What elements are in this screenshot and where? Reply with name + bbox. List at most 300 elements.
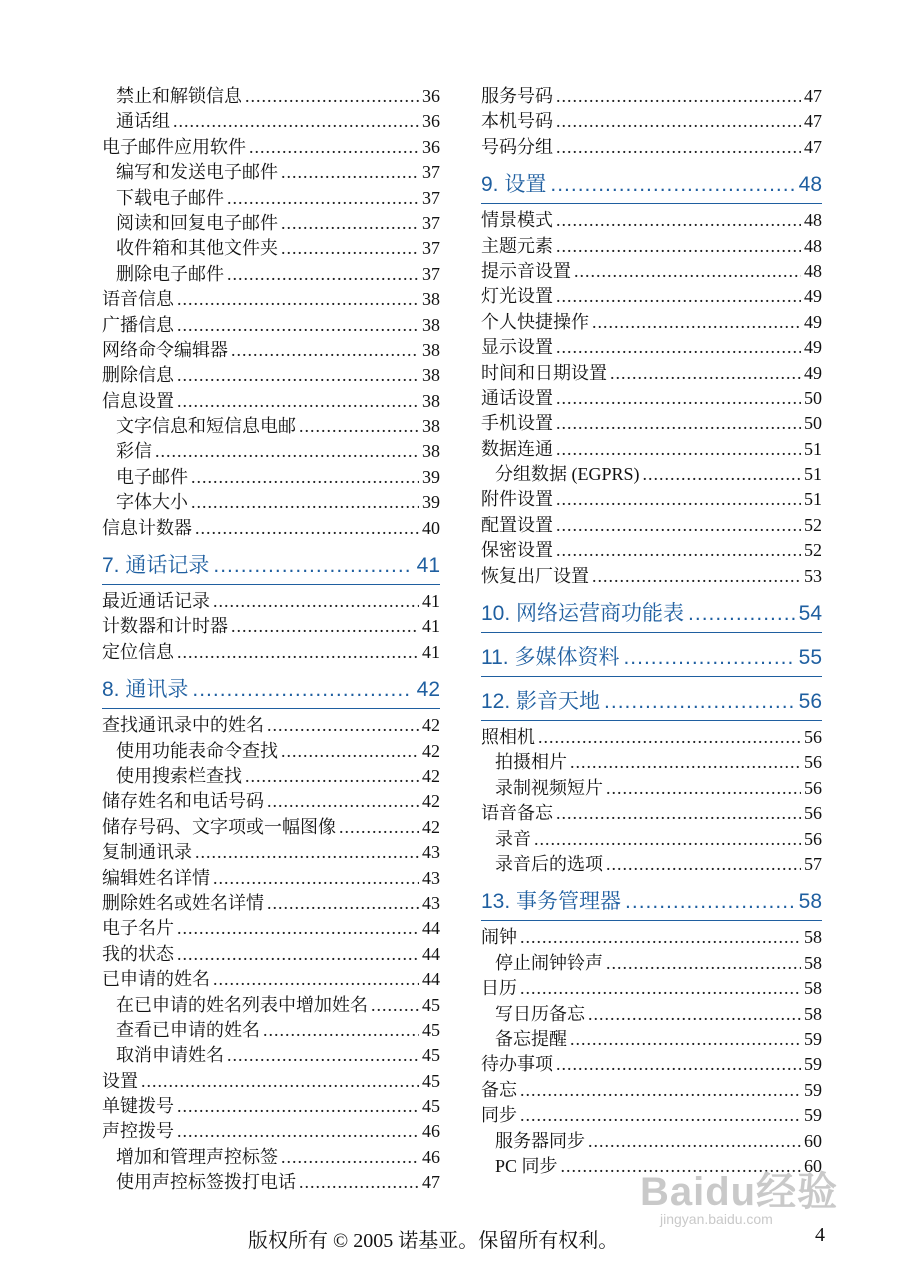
toc-entry[interactable] (481, 386, 822, 411)
toc-subentry[interactable] (102, 211, 440, 236)
toc-subentry[interactable] (102, 1018, 440, 1043)
toc-entry[interactable] (102, 313, 440, 338)
entry-title: 信息计数器 (102, 517, 192, 538)
dot-leader (556, 109, 801, 134)
page-ref: 54 (798, 602, 822, 626)
page-ref: 49 (804, 286, 822, 307)
toc-column-right (481, 84, 822, 1179)
dot-leader (231, 338, 419, 363)
dot-leader (281, 739, 419, 764)
entry-title: 语音信息 (102, 289, 174, 310)
toc-entry[interactable] (481, 725, 822, 750)
page-ref: 56 (804, 777, 822, 798)
dot-leader (643, 462, 801, 487)
dot-leader (141, 1069, 419, 1094)
page-ref: 36 (422, 136, 440, 157)
page-ref: 52 (804, 540, 822, 561)
dot-leader (556, 487, 801, 512)
page-ref: 40 (422, 517, 440, 538)
toc-subentry[interactable] (102, 1170, 440, 1195)
entry-title: 情景模式 (481, 210, 553, 231)
entry-title: 拍摄相片 (495, 752, 567, 773)
dot-leader (231, 614, 419, 639)
page-ref: 56 (804, 803, 822, 824)
entry-title: 查看已申请的姓名 (116, 1019, 260, 1040)
entry-title: 储存号码、文字项或一幅图像 (102, 816, 336, 837)
page-ref: 52 (804, 514, 822, 535)
toc-chapter-heading[interactable] (102, 553, 440, 585)
entry-title: 停止闹钟铃声 (495, 952, 603, 973)
entry-title: 照相机 (481, 727, 535, 748)
page-ref: 38 (422, 339, 440, 360)
page-ref: 51 (804, 489, 822, 510)
page-ref: 38 (422, 289, 440, 310)
page-ref: 43 (422, 892, 440, 913)
dot-leader (556, 801, 801, 826)
toc-entry[interactable] (481, 259, 822, 284)
baidu-watermark (640, 1160, 870, 1230)
entry-title: 录制视频短片 (495, 777, 603, 798)
toc-subentry[interactable] (102, 1043, 440, 1068)
watermark-logo: Baidu经验 (640, 1170, 839, 1214)
page-ref: 38 (422, 441, 440, 462)
entry-title: 储存姓名和电话号码 (102, 791, 264, 812)
dot-leader (267, 789, 419, 814)
chapter-title: 8. 通讯录 (102, 678, 189, 702)
page-ref: 59 (804, 1105, 822, 1126)
entry-title: 编写和发送电子邮件 (116, 162, 278, 183)
toc-entry[interactable] (102, 389, 440, 414)
toc-column-left (102, 84, 440, 1196)
chapter-title: 11. 多媒体资料 (481, 646, 620, 670)
entry-title: 号码分组 (481, 136, 553, 157)
page-ref: 38 (422, 365, 440, 386)
dot-leader (623, 645, 794, 671)
entry-title: 禁止和解锁信息 (116, 86, 242, 106)
dot-leader (556, 135, 801, 160)
dot-leader (606, 776, 801, 801)
page-ref: 59 (804, 1079, 822, 1100)
page-ref: 58 (804, 952, 822, 973)
toc-chapter-heading[interactable] (481, 645, 822, 677)
dot-leader (191, 490, 419, 515)
toc-subentry[interactable] (102, 236, 440, 261)
toc-entry[interactable] (481, 411, 822, 436)
toc-entry[interactable] (102, 287, 440, 312)
entry-title: 删除电子邮件 (116, 263, 224, 284)
dot-leader (556, 437, 801, 462)
dot-leader (520, 925, 801, 950)
entry-title: 我的状态 (102, 943, 174, 964)
dot-leader (625, 889, 795, 915)
toc-subentry[interactable] (102, 764, 440, 789)
entry-title: 写日历备忘 (495, 1003, 585, 1024)
entry-title: 删除信息 (102, 365, 174, 386)
page-ref: 47 (804, 111, 822, 132)
toc-entry[interactable] (102, 916, 440, 941)
page-ref: 51 (804, 438, 822, 459)
toc-entry[interactable] (481, 1078, 822, 1103)
toc-subentry[interactable] (481, 750, 822, 775)
entry-title: 恢复出厂设置 (481, 565, 589, 586)
entry-title: 广播信息 (102, 314, 174, 335)
entry-title: 通话设置 (481, 387, 553, 408)
entry-title: 取消申请姓名 (116, 1045, 224, 1066)
page-ref: 41 (422, 591, 440, 612)
toc-subentry[interactable] (102, 465, 440, 490)
entry-title: 网络命令编辑器 (102, 339, 228, 360)
entry-title: 阅读和回复电子邮件 (116, 212, 278, 233)
toc-entry[interactable] (102, 338, 440, 363)
page-ref: 56 (798, 690, 822, 714)
entry-title: 彩信 (116, 441, 152, 462)
page-ref: 56 (804, 828, 822, 849)
entry-title: 手机设置 (481, 413, 553, 434)
toc-chapter-heading[interactable] (481, 889, 822, 921)
page-ref: 45 (422, 1045, 440, 1066)
toc-entry[interactable] (102, 614, 440, 639)
page-ref: 46 (422, 1146, 440, 1167)
dot-leader (281, 1145, 419, 1170)
dot-leader (520, 976, 801, 1001)
page-ref: 46 (422, 1121, 440, 1142)
entry-title: 字体大小 (116, 492, 188, 513)
entry-title: 下载电子邮件 (116, 187, 224, 208)
entry-title: 声控拨号 (102, 1121, 174, 1142)
dot-leader (191, 465, 419, 490)
toc-entry[interactable] (102, 1069, 440, 1094)
page-ref: 44 (422, 918, 440, 939)
page-ref: 37 (422, 263, 440, 284)
toc-entry[interactable] (102, 135, 440, 160)
toc-entry[interactable] (481, 513, 822, 538)
dot-leader (177, 942, 419, 967)
toc-entry[interactable] (481, 135, 822, 160)
dot-leader (213, 967, 419, 992)
toc-chapter-heading[interactable] (481, 689, 822, 721)
dot-leader (556, 284, 801, 309)
dot-leader (556, 335, 801, 360)
page-ref: 59 (804, 1028, 822, 1049)
page-ref: 53 (804, 565, 822, 586)
dot-leader (281, 211, 419, 236)
toc-subentry[interactable] (102, 1145, 440, 1170)
page-ref: 42 (416, 678, 440, 702)
entry-title: 电子邮件 (116, 466, 188, 487)
dot-leader (588, 1002, 801, 1027)
dot-leader (213, 553, 412, 579)
entry-title: 编辑姓名详情 (102, 867, 210, 888)
page-ref: 55 (798, 646, 822, 670)
dot-leader (267, 713, 419, 738)
entry-title: 服务器同步 (495, 1130, 585, 1151)
page-ref: 42 (422, 765, 440, 786)
page-ref: 37 (422, 238, 440, 259)
chapter-title: 13. 事务管理器 (481, 890, 622, 914)
toc-subentry[interactable] (102, 186, 440, 211)
entry-title: 附件设置 (481, 489, 553, 510)
dot-leader (592, 564, 801, 589)
page-ref: 37 (422, 162, 440, 183)
entry-title: 灯光设置 (481, 286, 553, 307)
page-ref: 37 (422, 212, 440, 233)
toc-subentry[interactable] (481, 1002, 822, 1027)
entry-title: PC 同步 (495, 1155, 558, 1176)
page-ref: 58 (798, 890, 822, 914)
toc-entry[interactable] (102, 640, 440, 665)
entry-title: 语音备忘 (481, 803, 553, 824)
toc-chapter-heading[interactable] (102, 677, 440, 709)
entry-title: 分组数据 (EGPRS) (495, 464, 640, 485)
toc-subentry[interactable] (102, 160, 440, 185)
toc-entry[interactable] (481, 437, 822, 462)
dot-leader (227, 262, 419, 287)
dot-leader (610, 361, 801, 386)
toc-subentry[interactable] (481, 462, 822, 487)
toc-entry[interactable] (481, 564, 822, 589)
toc-entry[interactable] (481, 284, 822, 309)
toc-subentry[interactable] (102, 993, 440, 1018)
toc-entry[interactable] (481, 487, 822, 512)
page-ref: 47 (422, 1172, 440, 1193)
toc-entry[interactable] (481, 538, 822, 563)
page-ref: 36 (422, 111, 440, 132)
dot-leader (177, 313, 419, 338)
page-ref: 57 (804, 853, 822, 874)
entry-title: 个人快捷操作 (481, 311, 589, 332)
dot-leader (177, 1119, 419, 1144)
entry-title: 收件箱和其他文件夹 (116, 238, 278, 259)
page-ref: 45 (422, 1096, 440, 1117)
dot-leader (299, 1170, 419, 1195)
dot-leader (556, 513, 801, 538)
dot-leader (227, 186, 419, 211)
dot-leader (604, 689, 795, 715)
toc-subentry[interactable] (102, 439, 440, 464)
toc-subentry[interactable] (102, 414, 440, 439)
dot-leader (606, 852, 801, 877)
toc-subentry[interactable] (102, 490, 440, 515)
toc-entry[interactable] (102, 589, 440, 614)
entry-title: 时间和日期设置 (481, 362, 607, 383)
page-ref: 41 (422, 641, 440, 662)
page-ref: 49 (804, 311, 822, 332)
toc-entry[interactable] (481, 361, 822, 386)
page-ref: 49 (804, 362, 822, 383)
toc-subentry[interactable] (481, 1027, 822, 1052)
toc-entry[interactable] (481, 801, 822, 826)
entry-title: 同步 (481, 1105, 517, 1126)
dot-leader (192, 677, 412, 703)
toc-entry[interactable] (481, 208, 822, 233)
entry-title: 电子邮件应用软件 (102, 136, 246, 157)
dot-leader (570, 750, 801, 775)
page-ref: 39 (422, 466, 440, 487)
toc-entry[interactable] (102, 1094, 440, 1119)
toc-entry[interactable] (102, 1119, 440, 1144)
dot-leader (177, 916, 419, 941)
dot-leader (177, 287, 419, 312)
page-ref: 43 (422, 842, 440, 863)
toc-entry[interactable] (481, 84, 822, 109)
entry-title: 备忘 (481, 1079, 517, 1100)
chapter-title: 9. 设置 (481, 173, 547, 197)
entry-title: 使用搜索栏查找 (116, 765, 242, 786)
chapter-title: 10. 网络运营商功能表 (481, 602, 685, 626)
page-ref: 42 (422, 740, 440, 761)
page-ref: 37 (422, 187, 440, 208)
page-ref: 51 (804, 464, 822, 485)
entry-title: 闹钟 (481, 927, 517, 948)
page-ref: 38 (422, 416, 440, 437)
entry-title: 最近通话记录 (102, 591, 210, 612)
page-ref: 58 (804, 978, 822, 999)
entry-title: 在已申请的姓名列表中增加姓名 (116, 994, 368, 1015)
entry-title: 显示设置 (481, 337, 553, 358)
page-ref: 43 (422, 867, 440, 888)
page-ref: 60 (804, 1155, 822, 1176)
toc-entry[interactable] (102, 363, 440, 388)
dot-leader (556, 208, 801, 233)
toc-chapter-heading[interactable] (481, 172, 822, 204)
dot-leader (281, 160, 419, 185)
dot-leader (371, 993, 419, 1018)
page-ref: 58 (804, 1003, 822, 1024)
page-ref: 38 (422, 314, 440, 335)
dot-leader (227, 1043, 419, 1068)
page-footer (0, 1224, 907, 1250)
toc-subentry[interactable] (481, 1129, 822, 1154)
toc-entry[interactable] (481, 925, 822, 950)
chapter-title: 12. 影音天地 (481, 690, 601, 714)
page-ref: 48 (798, 173, 822, 197)
toc-subentry[interactable] (102, 262, 440, 287)
entry-title: 通话组 (116, 111, 170, 132)
dot-leader (550, 172, 794, 198)
page-ref: 56 (804, 727, 822, 748)
dot-leader (281, 236, 419, 261)
dot-leader (263, 1018, 419, 1043)
toc-entry[interactable] (102, 516, 440, 541)
dot-leader (588, 1129, 801, 1154)
dot-leader (574, 259, 801, 284)
dot-leader (177, 389, 419, 414)
page-ref: 50 (804, 387, 822, 408)
toc-entry[interactable] (102, 866, 440, 891)
page-ref: 47 (804, 136, 822, 157)
page-ref: 41 (416, 554, 440, 578)
entry-title: 文字信息和短信息电邮 (116, 416, 296, 437)
toc-entry[interactable] (102, 713, 440, 738)
page-ref: 39 (422, 492, 440, 513)
entry-title: 录音 (495, 828, 531, 849)
entry-title: 主题元素 (481, 235, 553, 256)
entry-title: 计数器和计时器 (102, 616, 228, 637)
page-ref: 44 (422, 943, 440, 964)
toc-entry[interactable] (102, 840, 440, 865)
toc-subentry[interactable] (102, 739, 440, 764)
toc-entry[interactable] (102, 815, 440, 840)
entry-title: 查找通讯录中的姓名 (102, 715, 264, 736)
dot-leader (570, 1027, 801, 1052)
entry-title: 本机号码 (481, 111, 553, 132)
page-ref: 45 (422, 994, 440, 1015)
dot-leader (556, 234, 801, 259)
toc-entry[interactable] (102, 942, 440, 967)
toc-entry[interactable] (481, 310, 822, 335)
page-ref: 45 (422, 1019, 440, 1040)
dot-leader (606, 951, 801, 976)
toc-entry[interactable] (102, 967, 440, 992)
toc-chapter-heading[interactable] (481, 601, 822, 633)
dot-leader (688, 601, 795, 627)
dot-leader (249, 135, 419, 160)
entry-title: 电子名片 (102, 918, 174, 939)
toc-subentry[interactable] (102, 84, 440, 109)
dot-leader (213, 866, 419, 891)
toc-entry[interactable] (481, 976, 822, 1001)
dot-leader (173, 109, 419, 134)
toc-subentry[interactable] (481, 827, 822, 852)
dot-leader (213, 589, 419, 614)
dot-leader (195, 516, 419, 541)
toc-entry[interactable] (481, 335, 822, 360)
dot-leader (267, 891, 419, 916)
dot-leader (195, 840, 419, 865)
page-number: 4 (815, 1224, 825, 1246)
entry-title: 待办事项 (481, 1054, 553, 1075)
toc-subentry[interactable] (481, 852, 822, 877)
page-ref: 49 (804, 337, 822, 358)
page-ref: 48 (804, 210, 822, 231)
page-ref: 50 (804, 413, 822, 434)
entry-title: 备忘提醒 (495, 1028, 567, 1049)
toc-entry[interactable] (102, 789, 440, 814)
page-ref: 47 (804, 86, 822, 106)
toc-entry[interactable] (102, 891, 440, 916)
entry-title: 日历 (481, 978, 517, 999)
entry-title: 复制通讯录 (102, 842, 192, 863)
toc-entry[interactable] (481, 1103, 822, 1128)
page-ref: 48 (804, 260, 822, 281)
dot-leader (556, 411, 801, 436)
toc-entry[interactable] (481, 109, 822, 134)
dot-leader (177, 363, 419, 388)
page-ref: 42 (422, 791, 440, 812)
toc-subentry[interactable] (481, 776, 822, 801)
toc-subentry[interactable] (102, 109, 440, 134)
entry-title: 设置 (102, 1070, 138, 1091)
entry-title: 信息设置 (102, 390, 174, 411)
page-ref: 56 (804, 752, 822, 773)
dot-leader (556, 84, 801, 109)
entry-title: 定位信息 (102, 641, 174, 662)
page-ref: 38 (422, 390, 440, 411)
page-ref: 45 (422, 1070, 440, 1091)
dot-leader (299, 414, 419, 439)
entry-title: 使用声控标签拨打电话 (116, 1172, 296, 1193)
toc-entry[interactable] (481, 234, 822, 259)
toc-entry[interactable] (481, 1052, 822, 1077)
toc-subentry[interactable] (481, 951, 822, 976)
dot-leader (177, 1094, 419, 1119)
dot-leader (520, 1078, 801, 1103)
page-ref: 60 (804, 1130, 822, 1151)
entry-title: 保密设置 (481, 540, 553, 561)
entry-title: 删除姓名或姓名详情 (102, 892, 264, 913)
chapter-title: 7. 通话记录 (102, 554, 210, 578)
dot-leader (245, 84, 419, 109)
